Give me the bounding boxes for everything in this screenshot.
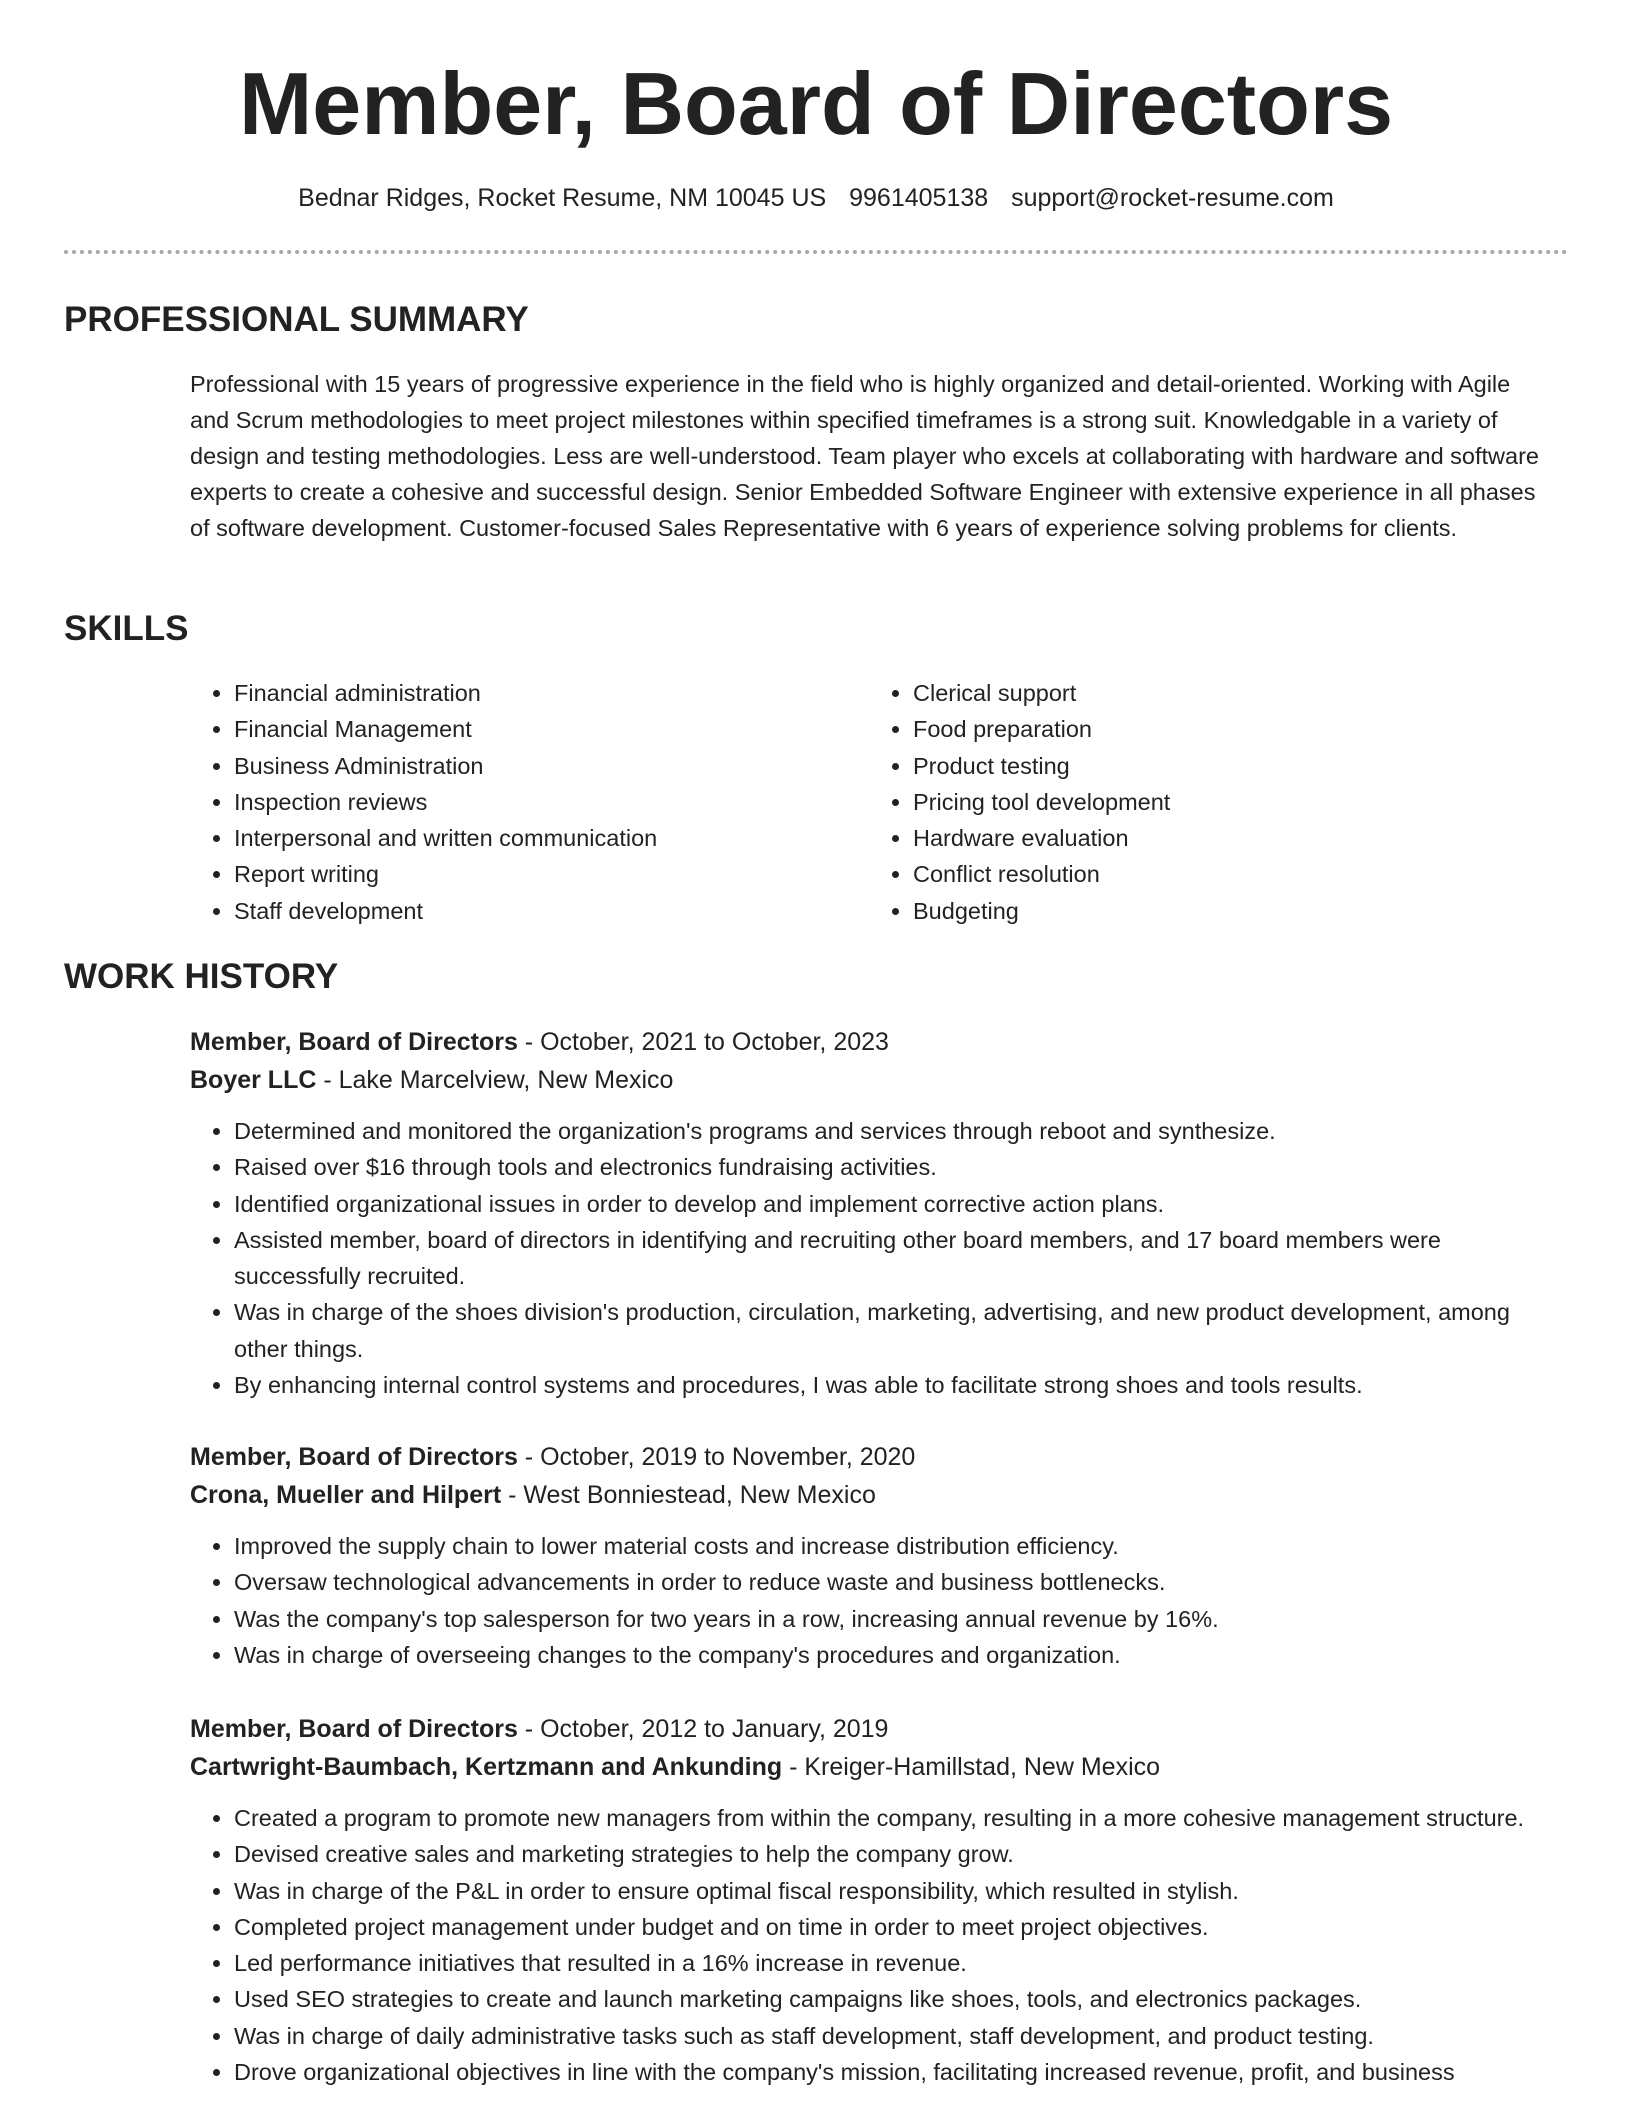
job-location: - Lake Marcelview, New Mexico	[316, 1066, 674, 1094]
job-bullet: • Created a program to promote new managers from within the company, resulting in a more cohesive management structure.	[234, 1800, 1550, 1836]
job-company: Crona, Mueller and Hilpert	[190, 1481, 502, 1509]
job-bullet: • Led performance initiatives that resulted in a 16% increase in revenue.	[234, 1945, 1550, 1981]
skill-item: • Budgeting	[913, 893, 1170, 929]
job-company-line	[190, 1476, 1550, 1514]
job-title-line	[190, 1710, 1550, 1748]
skill-item: • Food preparation	[913, 711, 1170, 747]
job-dates: - October, 2012 to January, 2019	[517, 1715, 889, 1743]
skill-item: • Staff development	[234, 893, 657, 929]
job-role: Member, Board of Directors	[190, 1715, 518, 1743]
job-bullet-list	[190, 1113, 1550, 1403]
section-title-work-history: WORK HISTORY	[64, 957, 339, 996]
job-bullet: • Drove organizational objectives in line with the company's mission, facilitating increased revenue, profit, and business	[234, 2054, 1550, 2090]
job-bullet: • Assisted member, board of directors in identifying and recruiting other board members, and 17 board members were successfully recruited.	[234, 1222, 1550, 1295]
candidate-name: Member, Board of Directors	[238, 54, 1394, 153]
skill-item: • Financial administration	[234, 675, 657, 711]
job-bullet: • Improved the supply chain to lower material costs and increase distribution efficiency.	[234, 1528, 1550, 1564]
skill-item: • Financial Management	[234, 711, 657, 747]
job-bullet: • Was in charge of the P&L in order to ensure optimal fiscal responsibility, which resulted in stylish.	[234, 1873, 1550, 1909]
job-company-line	[190, 1748, 1550, 1786]
job-bullet: • Was in charge of daily administrative tasks such as staff development, staff development, and product testing.	[234, 2018, 1550, 2054]
section-title-summary: PROFESSIONAL SUMMARY	[64, 300, 529, 339]
job-bullet: • Determined and monitored the organization's programs and services through reboot and synthesize.	[234, 1113, 1550, 1149]
skills-list-right	[869, 675, 1170, 929]
job-entry	[190, 1438, 1550, 1673]
skill-item: • Report writing	[234, 856, 657, 892]
summary-text: Professional with 15 years of progressive experience in the field who is highly organized and detail-oriented. Working with Agile and Scrum methodologies to meet project milestones within specified timeframes is a strong suit. Knowledgable in a variety of design and testing methodologies. Less are well-understood. Team player who excels at collaborating with hardware and software experts to create a cohesive and successful design. Senior Embedded Software Engineer with extensive experience in all phases of software development. Customer-focused Sales Representative with 6 years of experience solving problems for clients.	[190, 371, 1539, 541]
job-title-line	[190, 1023, 1550, 1061]
job-bullet: • Completed project management under budget and on time in order to meet project objectives.	[234, 1909, 1550, 1945]
job-company: Boyer LLC	[190, 1066, 317, 1094]
job-company: Cartwright-Baumbach, Kertzmann and Ankunding	[190, 1753, 783, 1781]
skill-item: • Pricing tool development	[913, 784, 1170, 820]
job-location: - West Bonniestead, New Mexico	[501, 1481, 876, 1509]
contact-address: Bednar Ridges, Rocket Resume, NM 10045 US	[298, 184, 827, 212]
job-dates: - October, 2019 to November, 2020	[517, 1443, 916, 1471]
job-bullet: • Was in charge of overseeing changes to the company's procedures and organization.	[234, 1637, 1550, 1673]
job-role: Member, Board of Directors	[190, 1028, 518, 1056]
job-bullet: • Oversaw technological advancements in order to reduce waste and business bottlenecks.	[234, 1564, 1550, 1600]
skills-list-left	[190, 675, 657, 929]
skill-item: • Interpersonal and written communication	[234, 820, 657, 856]
job-bullet: • Identified organizational issues in order to develop and implement corrective action plans.	[234, 1186, 1550, 1222]
contact-email: support@rocket-resume.com	[1011, 184, 1334, 212]
job-title-line	[190, 1438, 1550, 1476]
skill-item: • Hardware evaluation	[913, 820, 1170, 856]
skill-item: • Conflict resolution	[913, 856, 1170, 892]
job-bullet-list	[190, 1800, 1550, 2090]
job-bullet: • Used SEO strategies to create and launch marketing campaigns like shoes, tools, and electronics packages.	[234, 1981, 1550, 2017]
skill-item: • Inspection reviews	[234, 784, 657, 820]
job-location: - Kreiger-Hamillstad, New Mexico	[782, 1753, 1161, 1781]
job-bullet: • Was in charge of the shoes division's production, circulation, marketing, advertising, and new product development, among other things.	[234, 1294, 1550, 1367]
skill-item: • Product testing	[913, 748, 1170, 784]
job-bullet: • By enhancing internal control systems and procedures, I was able to facilitate strong shoes and tools results.	[234, 1367, 1550, 1403]
contact-phone: 9961405138	[849, 184, 989, 212]
job-role: Member, Board of Directors	[190, 1443, 518, 1471]
contact-line	[0, 180, 1632, 216]
job-company-line	[190, 1061, 1550, 1099]
section-title-skills: SKILLS	[64, 609, 189, 648]
job-bullet-list	[190, 1528, 1550, 1673]
job-entry	[190, 1710, 1550, 2090]
header-divider	[64, 250, 1568, 254]
job-dates: - October, 2021 to October, 2023	[517, 1028, 889, 1056]
skill-item: • Business Administration	[234, 748, 657, 784]
job-bullet: • Was the company's top salesperson for two years in a row, increasing annual revenue by 16%.	[234, 1601, 1550, 1637]
job-entry	[190, 1023, 1550, 1403]
skill-item: • Clerical support	[913, 675, 1170, 711]
job-bullet: • Devised creative sales and marketing strategies to help the company grow.	[234, 1836, 1550, 1872]
job-bullet: • Raised over $16 through tools and electronics fundraising activities.	[234, 1149, 1550, 1185]
